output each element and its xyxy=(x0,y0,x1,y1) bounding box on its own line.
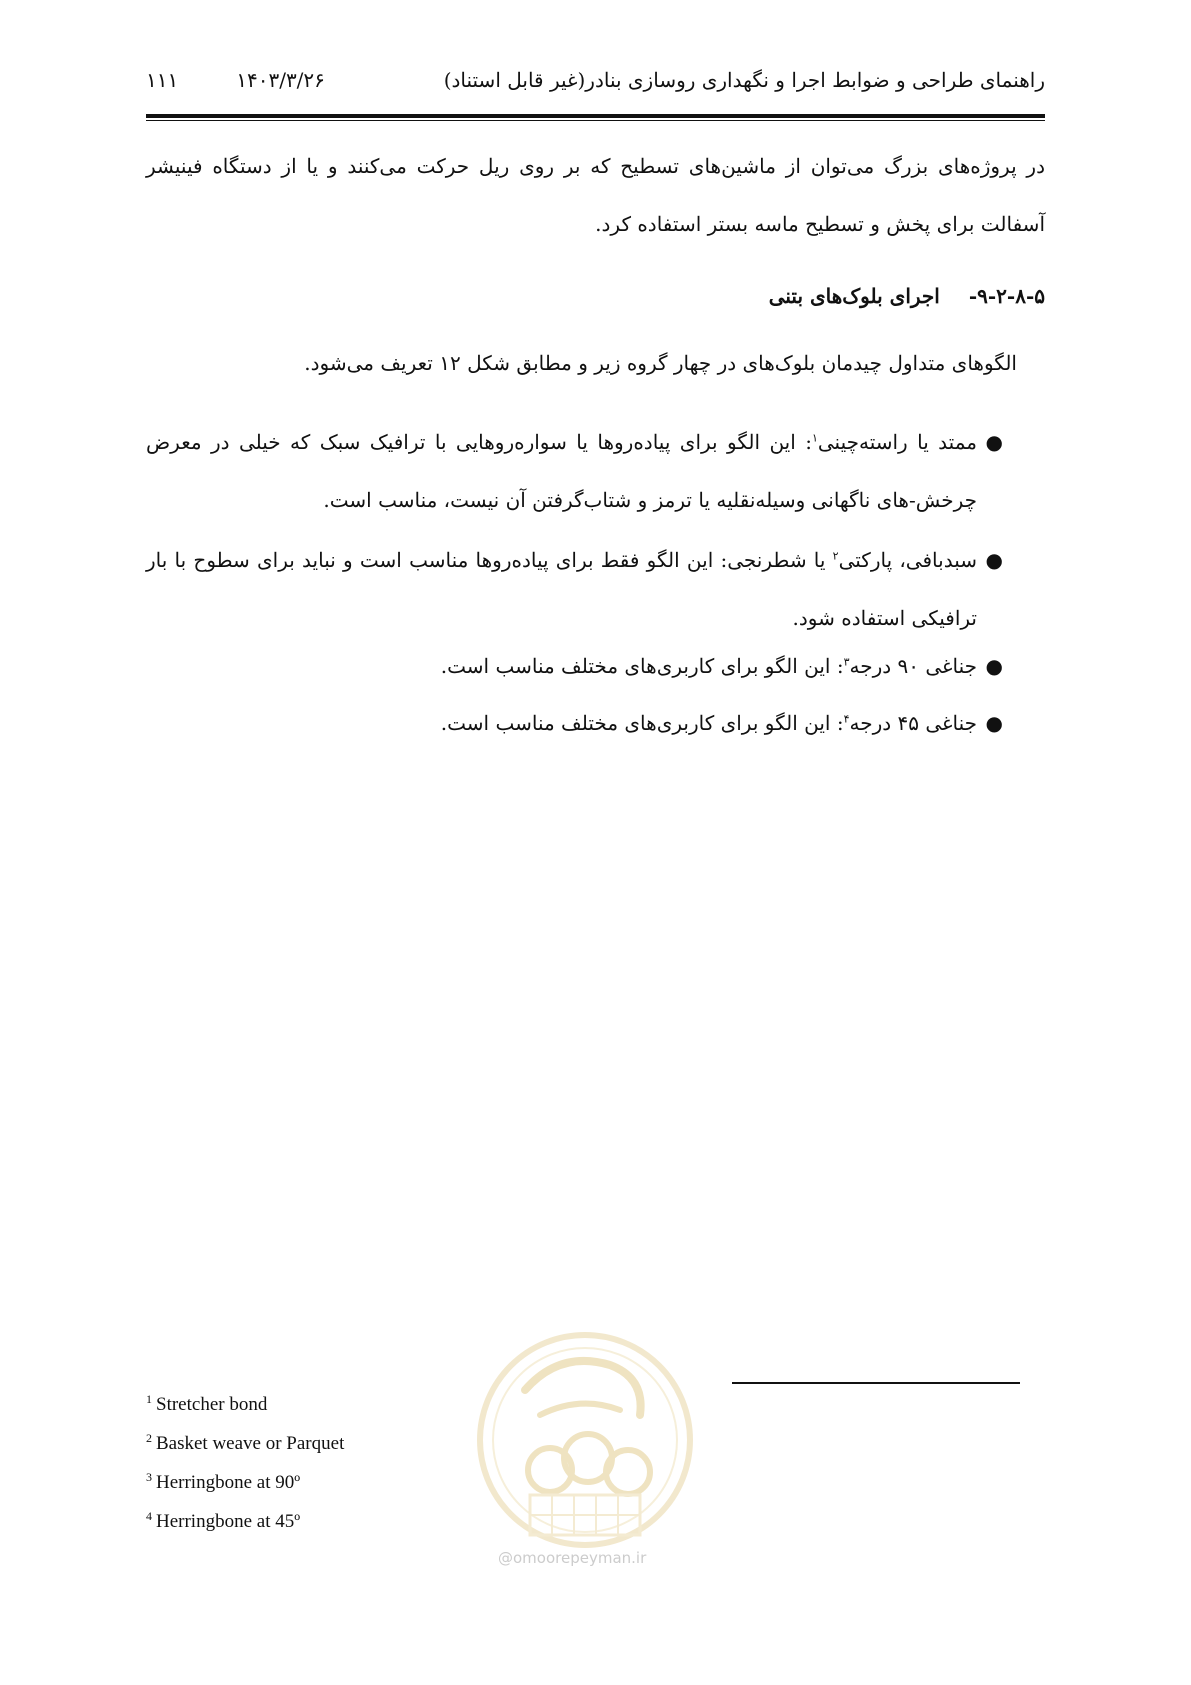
footnote-number: 3 xyxy=(146,1469,152,1484)
watermark-text: @omoorepeyman.ir xyxy=(498,1549,647,1567)
section-heading xyxy=(146,279,1045,313)
bullet-icon: ● xyxy=(985,548,1003,572)
item-text: : این الگو برای پیاده‌روها یا سواره‌روهایی با ترافیک سبک که خیلی در معرض چرخش-های ناگهانی وسیله‌نقلیه یا ترمز و شتاب‌گرفتن آن نیست، مناسب است. xyxy=(146,430,977,512)
list-item xyxy=(146,413,1045,529)
footnote-ref: ۳ xyxy=(843,655,850,669)
header-title: راهنمای طراحی و ضوابط اجرا و نگهداری روسازی بنادر(غیر قابل استناد) xyxy=(443,68,1045,92)
footnote-item xyxy=(146,1424,344,1463)
footnote-text: Herringbone at 45º xyxy=(156,1511,301,1532)
item-text: : این الگو برای کاربری‌های مختلف مناسب است. xyxy=(440,654,844,678)
footnote-text: Stretcher bond xyxy=(156,1394,268,1415)
footnote-text: Basket weave or Parquet xyxy=(156,1433,345,1454)
page-header xyxy=(146,68,1045,108)
section-title: اجرای بلوک‌های بتنی xyxy=(768,284,940,308)
footnote-number: 4 xyxy=(146,1508,152,1523)
bullet-icon: ● xyxy=(985,430,1003,454)
footnote-ref: ۴ xyxy=(843,712,850,726)
item-lead: سبدبافی، پارکتی xyxy=(838,548,977,572)
list-item xyxy=(146,706,1045,740)
footnotes xyxy=(146,1385,344,1541)
header-date: ۱۴۰۳/۳/۲۶ xyxy=(236,68,325,92)
bullet-icon: ● xyxy=(985,654,1003,678)
footnote-item xyxy=(146,1502,344,1541)
footnote-item xyxy=(146,1385,344,1424)
footnote-number: 2 xyxy=(146,1430,152,1445)
item-text: : این الگو برای کاربری‌های مختلف مناسب است. xyxy=(440,711,844,735)
footnote-item xyxy=(146,1463,344,1502)
header-rule-thick xyxy=(146,114,1045,118)
item-lead: جناغی ۴۵ درجه xyxy=(849,711,977,735)
section-number: ۹-۲-۸-۵- xyxy=(968,284,1045,308)
item-text: یا شطرنجی: این الگو فقط برای پیاده‌روها مناسب است و نباید برای سطوح با بار ترافیکی استفاده شود. xyxy=(146,548,977,630)
footnote-ref: ۱ xyxy=(811,431,818,445)
pattern-list xyxy=(146,413,1045,763)
paragraph-patterns-intro: الگوهای متداول چیدمان بلوک‌های در چهار گروه زیر و مطابق شکل ۱۲ تعریف می‌شود. xyxy=(304,351,1017,375)
item-lead: ممتد یا راسته‌چینی xyxy=(817,430,977,454)
footnote-number: 1 xyxy=(146,1391,152,1406)
paragraph-leveling-machines: در پروژه‌های بزرگ می‌توان از ماشین‌های تسطیح که بر روی ریل حرکت می‌کنند و یا از دستگاه فینیشر آسفالت برای پخش و تسطیح ماسه بستر استفاده کرد. xyxy=(146,154,1045,236)
list-item xyxy=(146,649,1045,683)
header-rule-thin xyxy=(146,120,1045,121)
page-number: ۱۱۱ xyxy=(146,68,179,92)
list-item xyxy=(146,531,1045,647)
omoore-peyman-seal-icon xyxy=(470,1320,700,1580)
footnote-text: Herringbone at 90º xyxy=(156,1472,301,1493)
bullet-icon: ● xyxy=(985,711,1003,735)
footnote-separator xyxy=(732,1382,1020,1384)
header-meta xyxy=(146,68,325,92)
footnote-ref: ۲ xyxy=(832,549,839,563)
item-lead: جناغی ۹۰ درجه xyxy=(849,654,977,678)
